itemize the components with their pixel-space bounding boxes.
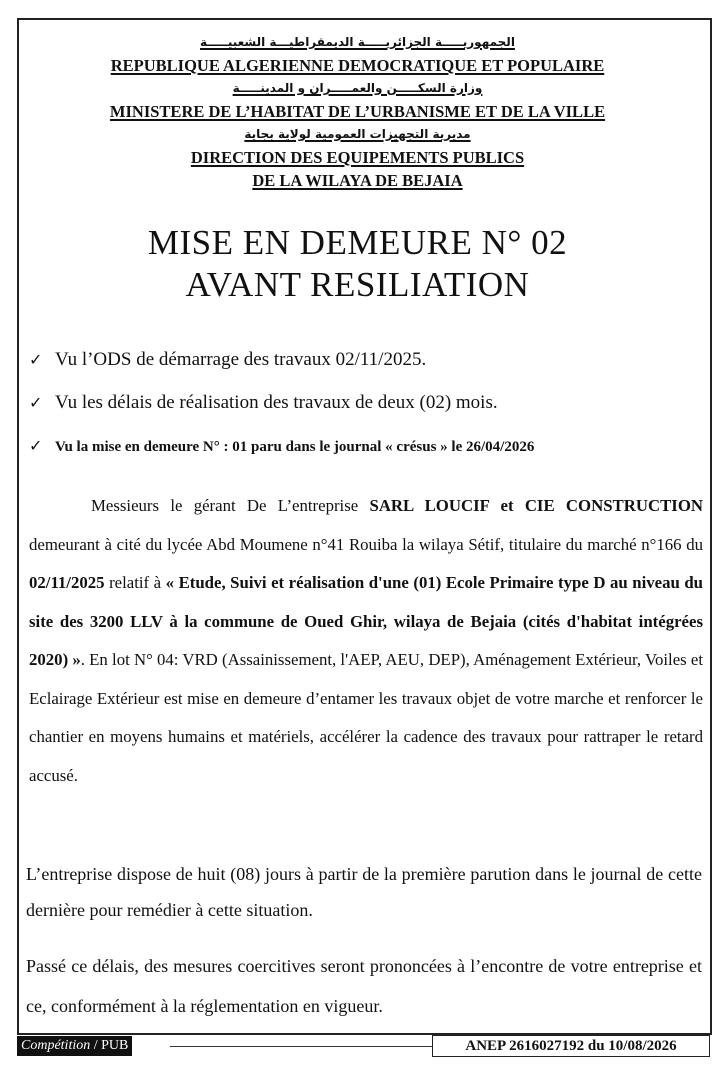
title-line-2: AVANT RESILIATION bbox=[185, 265, 530, 304]
body-paragraph-2: L’entreprise dispose de huit (08) jours à partir de la première parution dans le journal de cette dernière pour remédier à cette situation. bbox=[26, 864, 702, 920]
letterhead-line-arabic-direction: مديرية التجهيزات العمومية لولاية بجاية bbox=[244, 127, 471, 141]
checkmark-icon: ✓ bbox=[29, 393, 43, 412]
letterhead-line-arabic-republic: الجمهوريـــــة الجزائريـــــة الديمقراطيـــة الشعبيـــــة bbox=[200, 35, 515, 49]
letterhead bbox=[20, 31, 695, 192]
contract-date: 02/11/2025 bbox=[29, 573, 105, 592]
list-item-text: Vu les délais de réalisation des travaux de deux (02) mois. bbox=[55, 392, 498, 413]
body-text: est mise en demeure d’entamer les travaux objet de votre marche et renforcer le chantier en moyens humains et matériels, accélérer la cadence des travaux pour rattraper le retard accusé. bbox=[29, 688, 703, 785]
letterhead-line-ministry: MINISTERE DE L’HABITAT DE L’URBANISME ET DE LA VILLE bbox=[109, 102, 606, 121]
letterhead-line-republic: REPUBLIQUE ALGERIENNE DEMOCRATIQUE ET POPULAIRE bbox=[110, 56, 605, 75]
body-paragraph-3: Passé ce délais, des mesures coercitives seront prononcées à l’encontre de votre entreprise et ce, conformément à la réglementation en vigueur. bbox=[26, 956, 702, 1016]
publication-name: Compétition bbox=[21, 1038, 91, 1053]
title-line-1: MISE EN DEMEURE N° 02 bbox=[147, 223, 568, 262]
letterhead-line-arabic-ministry: وزارة السكـــــن والعمـــــران و المدينـــــة bbox=[232, 81, 483, 95]
publication-tag bbox=[17, 1036, 132, 1056]
pub-label: PUB bbox=[101, 1038, 129, 1053]
anep-reference: ANEP 2616027192 du 10/08/2026 bbox=[432, 1035, 710, 1057]
tag-separator: / bbox=[90, 1038, 102, 1053]
contract-object: « Etude, Suivi et réalisation d'une (01) Ecole Primaire type D au niveau du site des 3200 LLV à la commune de Oued Ghir, wilaya de Bejaia (cités d'habitat intégrées 2020) » bbox=[29, 573, 703, 669]
body-text: Messieurs le gérant De L’entreprise bbox=[91, 496, 370, 515]
checkmark-icon: ✓ bbox=[29, 436, 43, 455]
notice-title bbox=[20, 222, 695, 306]
list-item-text: Vu la mise en demeure N° : 01 paru dans le journal « crésus » le 26/04/2026 bbox=[55, 439, 535, 455]
considerations-list bbox=[29, 345, 699, 461]
letterhead-line-direction: DIRECTION DES EQUIPEMENTS PUBLICS bbox=[190, 148, 525, 167]
company-name: SARL LOUCIF et CIE CONSTRUCTION bbox=[369, 496, 703, 515]
list-item bbox=[29, 431, 699, 461]
checkmark-icon: ✓ bbox=[29, 350, 43, 369]
letterhead-line-wilaya: DE LA WILAYA DE BEJAIA bbox=[252, 171, 463, 190]
body-text: . En lot N° 04: VRD (Assainissement, l'AEP, AEU, DEP), Aménagement Extérieur, Voiles et Eclairage Extérieur bbox=[29, 650, 703, 708]
footer-divider bbox=[170, 1046, 432, 1047]
body-paragraph-1 bbox=[29, 487, 703, 795]
list-item bbox=[29, 345, 699, 388]
body-text: relatif à bbox=[104, 573, 166, 592]
body-text: demeurant à cité du lycée Abd Moumene n°41 Rouiba la wilaya Sétif, titulaire du marché n°166 du bbox=[29, 534, 703, 554]
list-item-text: Vu l’ODS de démarrage des travaux 02/11/2025. bbox=[55, 349, 427, 370]
list-item bbox=[29, 388, 699, 431]
